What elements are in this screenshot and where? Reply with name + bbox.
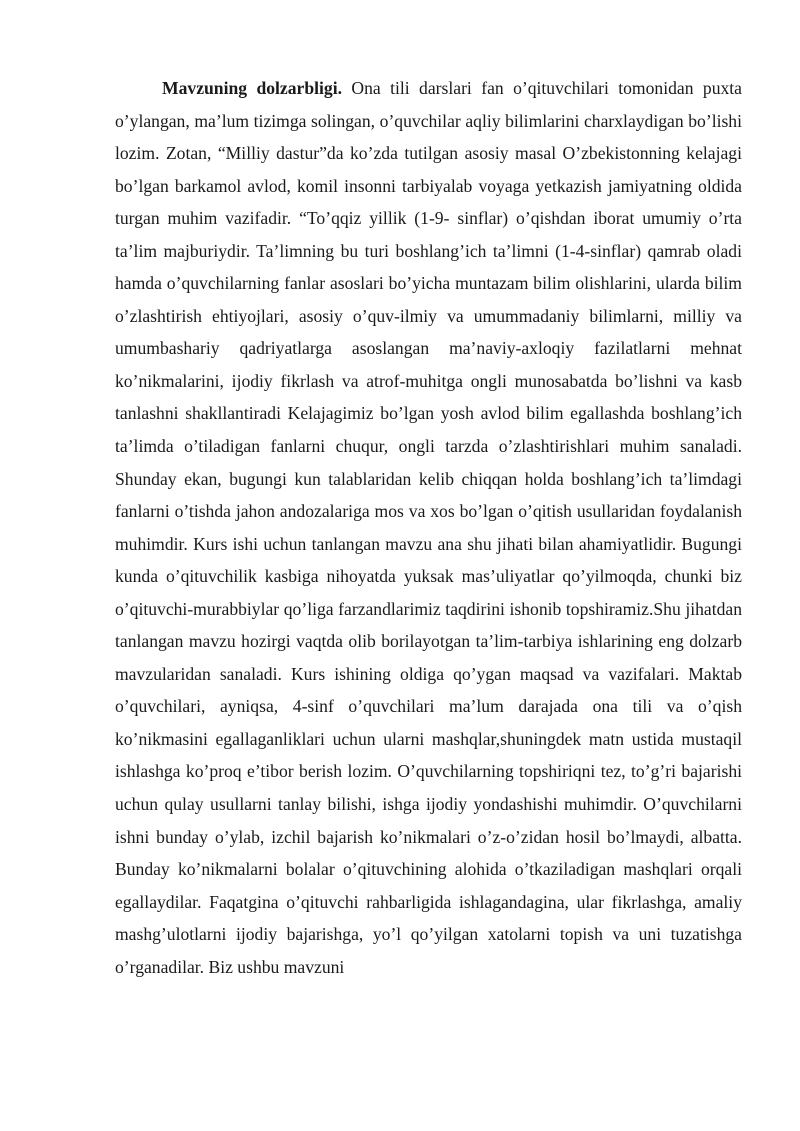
body-paragraph <box>115 72 742 983</box>
section-heading: Mavzuning dolzarbligi. <box>162 78 342 98</box>
paragraph-text: Ona tili darslari fan o’qituvchilari tomonidan puxta o’ylangan, ma’lum tizimga solingan, o’quvchilar aqliy bilimlarini charxlaydigan bo’lishi lozim. Zotan, “Milliy dastur”da ko’zda tutilgan asosiy masal O’zbekistonning kelajagi bo’lgan barkamol avlod, komil insonni tarbiyalab voyaga yetkazish jamiyatning oldida turgan muhim vazifadir. “To’qqiz yillik (1-9- sinflar) o’qishdan iborat umumiy o’rta ta’lim majburiydir. Ta’limning bu turi boshlang’ich ta’limni (1-4-sinflar) qamrab oladi hamda o’quvchilarning fanlar asoslari bo’yicha muntazam bilim olishlarini, ularda bilim o’zlashtirish ehtiyojlari, asosiy o’quv-ilmiy va umummadaniy bilimlarni, milliy va umumbashariy qadriyatlarga asoslangan ma’naviy-axloqiy fazilatlarni mehnat ko’nikmalarini, ijodiy fikrlash va atrof-muhitga ongli munosabatda bo’lishni va kasb tanlashni shakllantiradi Kelajagimiz bo’lgan yosh avlod bilim egallashda boshlang’ich ta’limda o’tiladigan fanlarni chuqur, ongli tarzda o’zlashtirishlari muhim sanaladi. Shunday ekan, bugungi kun talablaridan kelib chiqqan holda boshlang’ich ta’limdagi fanlarni o’tishda jahon andozalariga mos va xos bo’lgan o’qitish usullaridan foydalanish muhimdir. Kurs ishi uchun tanlangan mavzu ana shu jihati bilan ahamiyatlidir. Bugungi kunda o’qituvchilik kasbiga nihoyatda yuksak mas’uliyatlar qo’yilmoqda, chunki biz o’qituvchi-murabbiylar qo’liga farzandlarimiz taqdirini ishonib topshiramiz.Shu jihatdan tanlangan mavzu hozirgi vaqtda olib borilayotgan ta’lim-tarbiya ishlarining eng dolzarb mavzularidan sanaladi. Kurs ishining oldiga qo’ygan maqsad va vazifalari. Maktab o’quvchilari, ayniqsa, 4-sinf o’quvchilari ma’lum darajada ona tili va o’qish ko’nikmasini egallaganliklari uchun ularni mashqlar,shuningdek matn ustida mustaqil ishlashga ko’proq e’tibor berish lozim. O’quvchilarning topshiriqni tez, to’g’ri bajarishi uchun qulay usullarni tanlay bilishi, ishga ijodiy yondashishi muhimdir. O’quvchilarni ishni bunday o’ylab, izchil bajarish ko’nikmalari o’z-o’zidan hosil bo’lmaydi, albatta. Bunday ko’nikmalarni bolalar o’qituvchining alohida o’tkaziladigan mashqlari orqali egallaydilar. Faqatgina o’qituvchi rahbarligida ishlagandagina, ular fikrlashga, amaliy mashg’ulotlarni ijodiy bajarishga, yo’l qo’yilgan xatolarni topish va uni tuzatishga o’rganadilar. Biz ushbu mavzuni <box>115 78 742 977</box>
